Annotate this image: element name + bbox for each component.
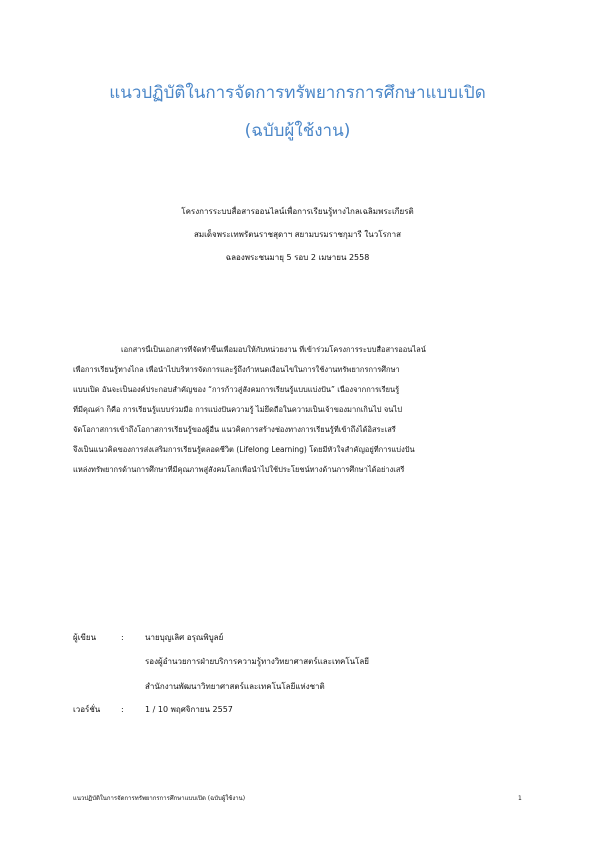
project-occasion: ฉลองพระชนมายุ 5 รอบ 2 เมษายน 2558 <box>225 253 370 262</box>
paragraph-line: เพื่อการเรียนรู้ทางไกล เพื่อนำไปบริหารจัดการและรู้ถึงกำหนดเงื่อนไขในการใช้งานทรัพยากรการศึกษา <box>73 365 400 374</box>
intro-paragraph <box>73 345 523 485</box>
paragraph-line: เอกสารนี้เป็นเอกสารที่จัดทำขึ้นเพื่อมอบให้กับหน่วยงาน ที่เข้าร่วมโครงการระบบสื่อสารออนไลน์ <box>121 345 426 354</box>
version-value: 1 / 10 พฤศจิกายน 2557 <box>145 705 233 714</box>
author-colon: : <box>121 633 124 642</box>
project-dedication: สมเด็จพระเทพรัตนราชสุดาฯ สยามบรมราชกุมารี ในวโรกาส <box>193 230 402 239</box>
author-name: นายบุญเลิศ อรุณพิบูลย์ <box>145 633 224 642</box>
author-organization: สำนักงานพัฒนาวิทยาศาสตร์และเทคโนโลยีแห่งชาติ <box>145 682 325 691</box>
author-label: ผู้เขียน <box>73 633 97 642</box>
document-subtitle: (ฉบับผู้ใช้งาน) <box>244 121 351 141</box>
version-label: เวอร์ชั่น <box>73 705 101 714</box>
paragraph-line: แหล่งทรัพยากรด้านการศึกษาที่มีคุณภาพสู่สังคมโลกเพื่อนำไปใช้ประโยชน์ทางด้านการศึกษาได้อย่างเสรี <box>73 465 405 474</box>
author-position: รองผู้อำนวยการฝ่ายบริการความรู้ทางวิทยาศาสตร์และเทคโนโลยี <box>145 657 369 666</box>
footer-title: แนวปฏิบัติในการจัดการทรัพยากรการศึกษาแบบเปิด (ฉบับผู้ใช้งาน) <box>73 795 246 802</box>
version-colon: : <box>121 705 124 714</box>
paragraph-line: จึงเป็นแนวคิดของการส่งเสริมการเรียนรู้ตลอดชีวิต (Lifelong Learning) โดยมีหัวใจสำคัญอยู่ที่การแบ่งปัน <box>73 445 415 454</box>
document-title: แนวปฏิบัติในการจัดการทรัพยากรการศึกษาแบบเปิด <box>109 83 486 103</box>
paragraph-line: ที่มีคุณค่า ก็คือ การเรียนรู้แบบร่วมมือ การแบ่งปันความรู้ ไม่ยึดถือในความเป็นเจ้าของมากเกินไป จนไป <box>73 405 402 414</box>
paragraph-line: แบบเปิด อันจะเป็นองค์ประกอบสำคัญของ “การก้าวสู่สังคมการเรียนรู้แบบแบ่งปัน” เนื่องจากการเรียนรู้ <box>73 385 400 394</box>
page-number: 1 <box>518 795 522 802</box>
paragraph-line: จัดโอกาสการเข้าถึงโอกาสการเรียนรู้ของผู้อื่น แนวคิดการสร้างช่องทางการเรียนรู้ที่เข้าถึงได้อิสระเสรี <box>73 425 396 434</box>
project-name: โครงการระบบสื่อสารออนไลน์เพื่อการเรียนรู้ทางไกลเฉลิมพระเกียรติ <box>181 207 414 216</box>
